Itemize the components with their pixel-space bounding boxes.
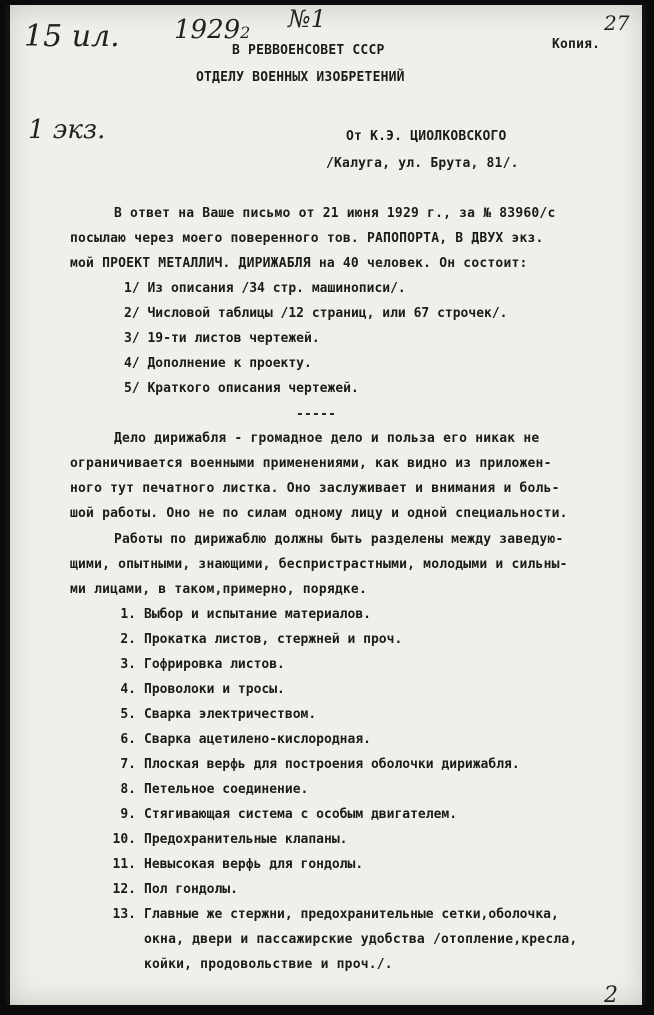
intro-line: посылаю через моего поверенного тов. РАПОПОРТА, В ДВУХ экз. bbox=[70, 231, 544, 246]
task-continuation: окна, двери и пассажирские удобства /отопление,кресла, bbox=[144, 932, 578, 947]
paragraph-line: Работы по дирижаблю должны быть разделены между заведую- bbox=[114, 532, 564, 547]
task-item: 5. Сварка электричеством. bbox=[120, 707, 317, 722]
handwritten-page-number: 27 bbox=[604, 11, 630, 35]
task-item: 1. Выбор и испытание материалов. bbox=[120, 607, 371, 622]
task-item: 10. Предохранительные клапаны. bbox=[112, 832, 348, 847]
handwritten-number: №1 bbox=[288, 5, 326, 33]
handwritten-page-bottom: 2 bbox=[604, 983, 618, 1005]
paragraph-line: щими, опытными, знающими, беспристрастными, молодыми и сильны- bbox=[70, 557, 568, 572]
copy-label: Копия. bbox=[552, 37, 601, 52]
task-item: 6. Сварка ацетилено-кислородная. bbox=[120, 732, 371, 747]
addressee-line-1: В РЕВВОЕНСОВЕТ СССР bbox=[232, 43, 385, 58]
paragraph-line: шой работы. Оно не по силам одному лицу и одной специальности. bbox=[70, 506, 568, 521]
task-item: 9. Стягивающая система с особым двигателем. bbox=[120, 807, 458, 822]
paragraph-line: Дело дирижабля - громадное дело и польза его никак не bbox=[114, 431, 540, 446]
intro-line: В ответ на Ваше письмо от 21 июня 1929 г., за № 83960/с bbox=[114, 206, 556, 221]
task-item: 4. Проволоки и тросы. bbox=[120, 682, 285, 697]
task-continuation: койки, продовольствие и проч./. bbox=[144, 957, 393, 972]
parts-list-item: 2/ Числовой таблицы /12 страниц, или 67 строчек/. bbox=[124, 306, 508, 321]
addressee-line-2: ОТДЕЛУ ВОЕННЫХ ИЗОБРЕТЕНИЙ bbox=[196, 70, 405, 85]
scan-edge-right bbox=[642, 5, 646, 1005]
paragraph-line: ограничивается военными применениями, как видно из приложен- bbox=[70, 456, 552, 471]
parts-list-item: 3/ 19-ти листов чертежей. bbox=[124, 331, 320, 346]
task-item: 13. Главные же стержни, предохранительные сетки,оболочка, bbox=[112, 907, 559, 922]
task-item: 11. Невысокая верфь для гондолы. bbox=[112, 857, 364, 872]
task-item: 3. Гофрировка листов. bbox=[120, 657, 285, 672]
task-item: 12. Пол гондолы. bbox=[112, 882, 238, 897]
parts-list-item: 5/ Краткого описания чертежей. bbox=[124, 381, 359, 396]
handwritten-year: 19292 bbox=[174, 15, 251, 45]
parts-list-item: 4/ Дополнение к проекту. bbox=[124, 356, 312, 371]
task-item: 2. Прокатка листов, стержней и проч. bbox=[120, 632, 403, 647]
scan-edge-left bbox=[6, 5, 10, 1005]
separator: ----- bbox=[296, 407, 337, 422]
parts-list-item: 1/ Из описания /34 стр. машинописи/. bbox=[124, 281, 406, 296]
task-item: 8. Петельное соединение. bbox=[120, 782, 309, 797]
sender-line-1: От К.Э. ЦИОЛКОВСКОГО bbox=[346, 129, 507, 144]
sender-address: /Калуга, ул. Брута, 81/. bbox=[326, 156, 519, 171]
paragraph-line: ного тут печатного листка. Оно заслуживает и внимания и боль- bbox=[70, 481, 560, 496]
handwritten-sheet-count: 15 ил. bbox=[24, 19, 120, 54]
handwritten-copies: 1 экз. bbox=[28, 115, 106, 145]
task-item: 7. Плоская верфь для построения оболочки дирижабля. bbox=[120, 757, 520, 772]
document-page bbox=[6, 5, 646, 1005]
intro-line: мой ПРОЕКТ МЕТАЛЛИЧ. ДИРИЖАБЛЯ на 40 человек. Он состоит: bbox=[70, 256, 528, 271]
paragraph-line: ми лицами, в таком,примерно, порядке. bbox=[70, 582, 367, 597]
